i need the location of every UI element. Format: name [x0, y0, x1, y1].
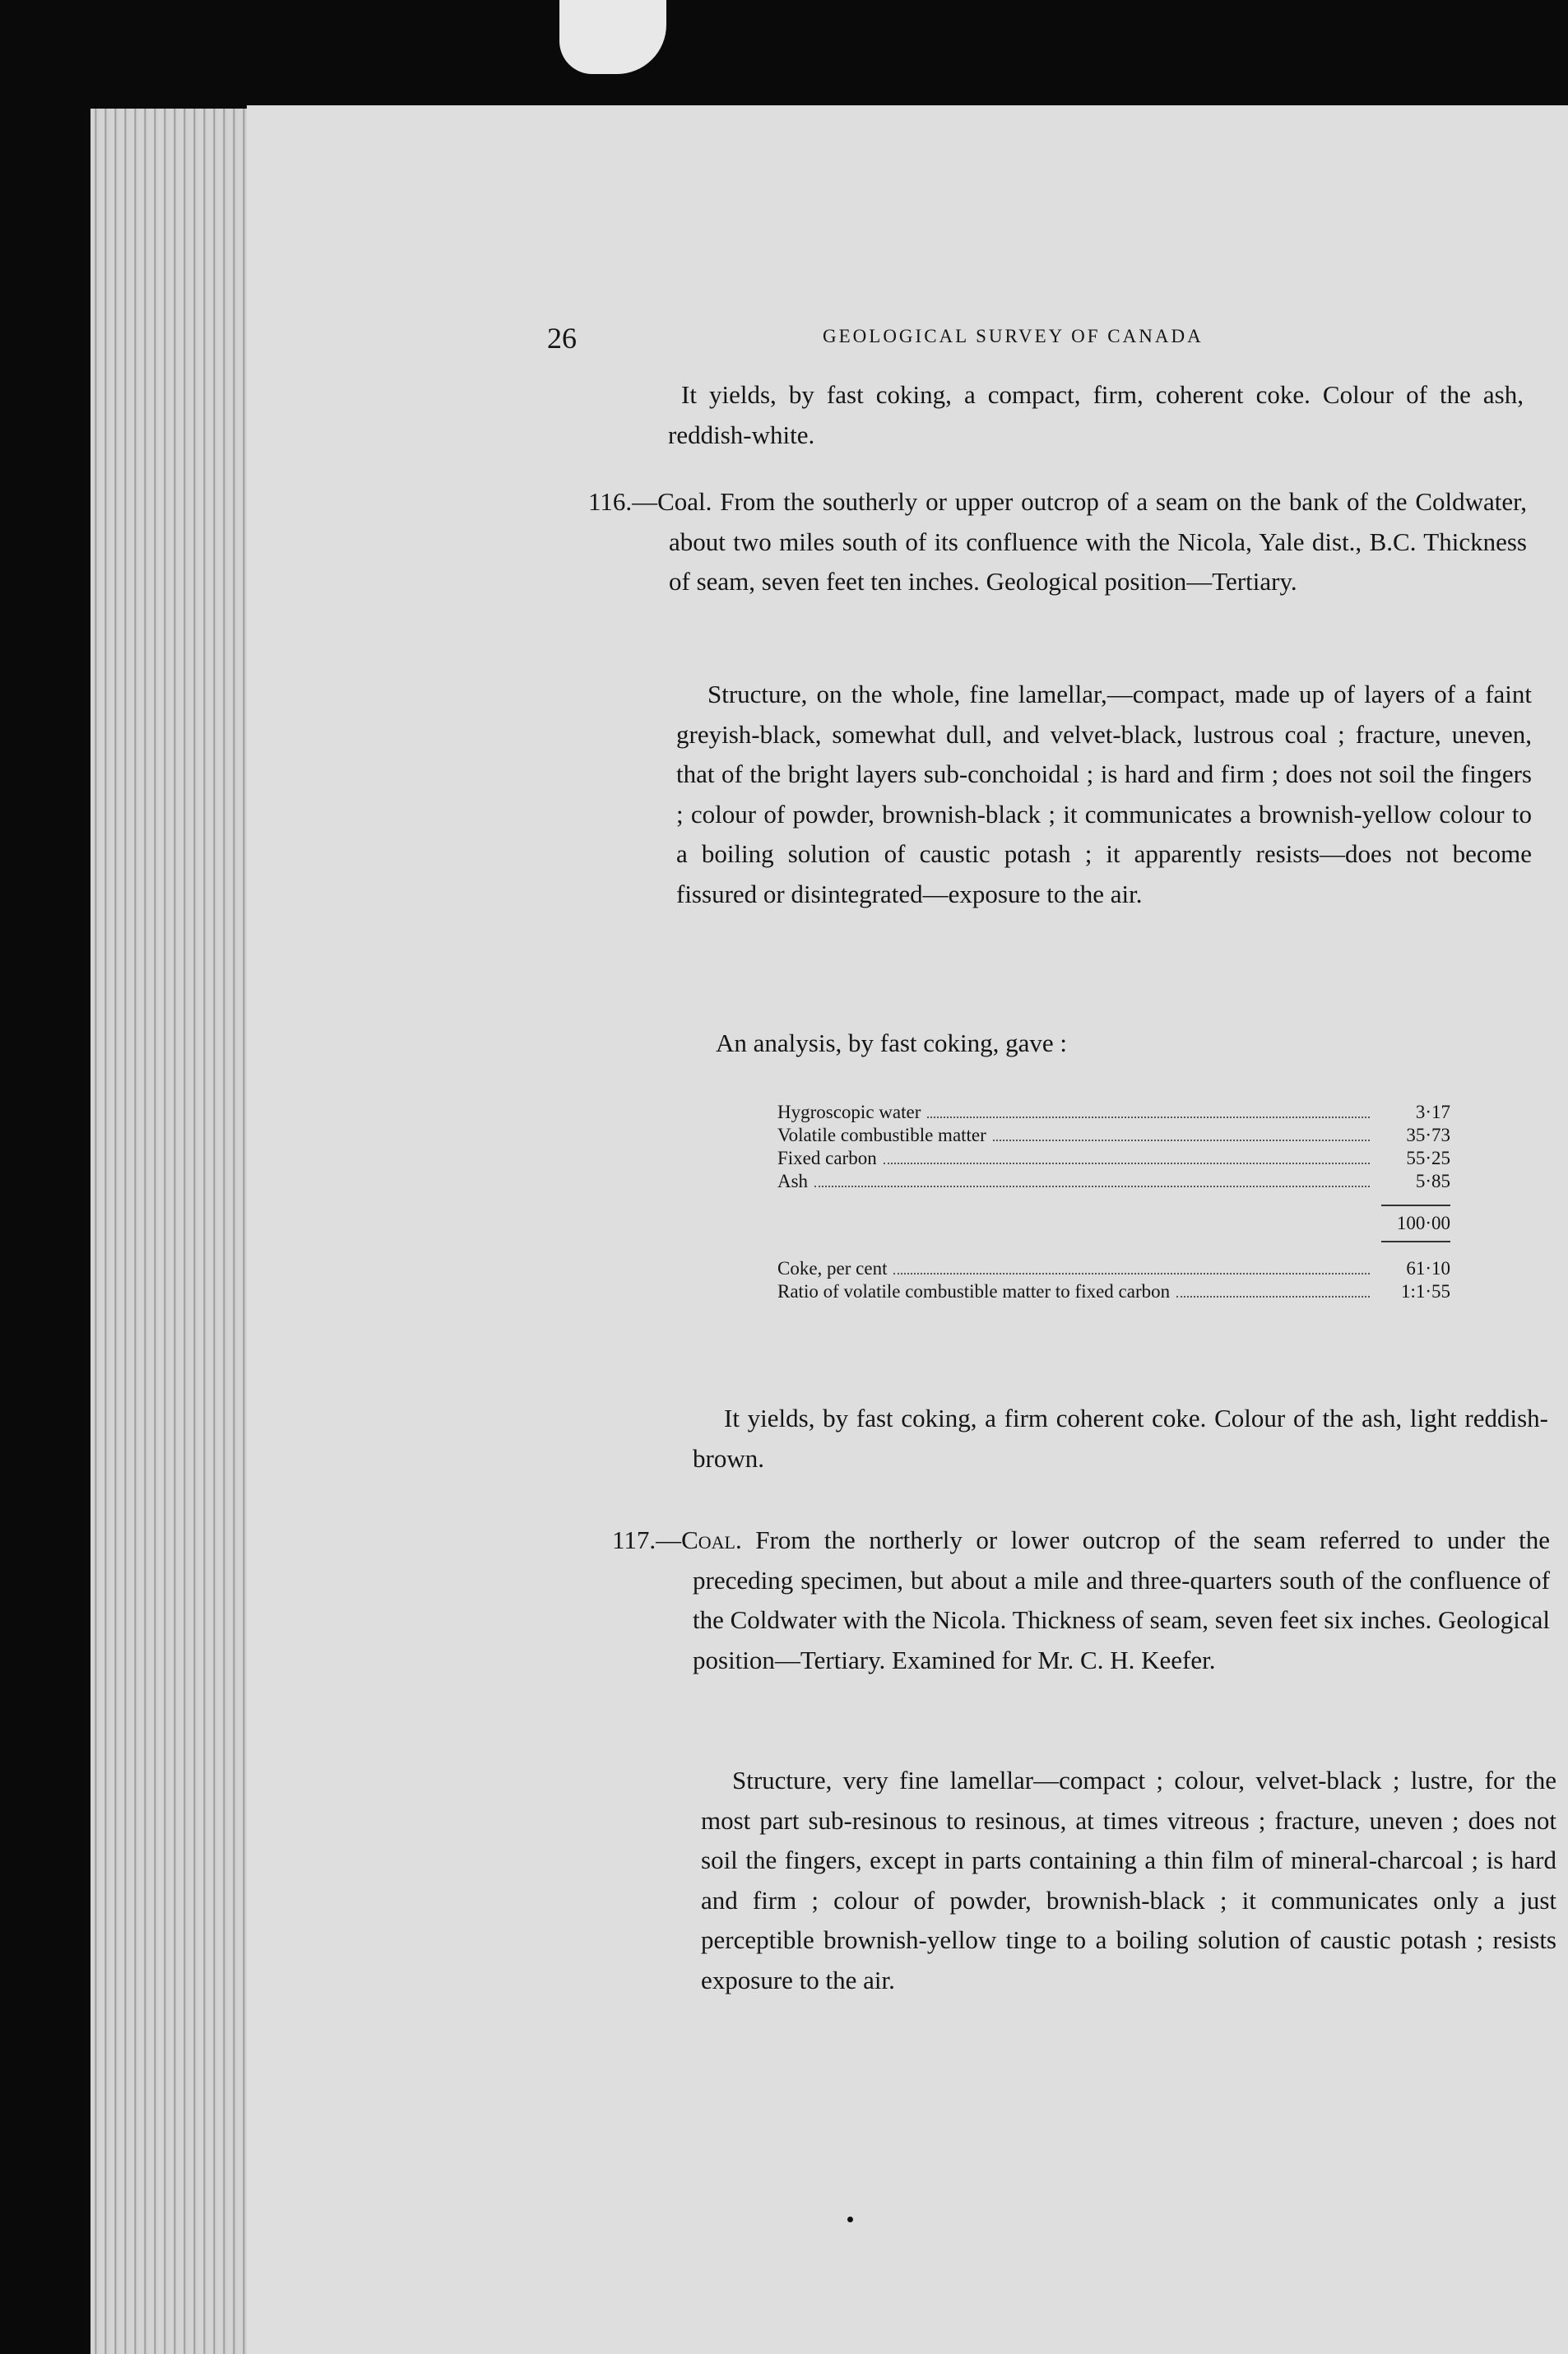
entry-117-structure: Structure, very fine lamellar—compact ; colour, velvet-black ; lustre, for the most part sub-resinous to resinous, at times vitreous ; fracture, uneven ; does not soil the fingers, except in parts containing a thin film of mineral-charcoal ; is hard and firm ; colour of powder, brownish-black ; it communicates only a just perceptible brownish-yellow tinge to a boiling solution of caustic potash ; resists exposure to the air.	[701, 1766, 1556, 1994]
analysis-label: Volatile combustible matter	[777, 1125, 986, 1145]
leader-dots	[927, 1117, 1370, 1118]
entry-116-structure: Structure, on the whole, fine lamellar,—compact, made up of layers of a faint greyish-black, somewhat dull, and velvet-black, lustrous coal ; fracture, uneven, that of the bright layers sub-conchoidal ; is hard and firm ; does not soil the fingers ; colour of powder, brownish-black ; it communicates a brownish-yellow colour to a boiling solution of caustic potash ; it apparently resists—does not become fissured or disintegrated—exposure to the air.	[676, 680, 1532, 908]
leader-dots	[884, 1163, 1370, 1164]
analysis-row	[777, 1124, 1450, 1147]
ratio-value: 1:1·55	[1400, 1281, 1450, 1302]
top-paragraph: It yields, by fast coking, a compact, firm, coherent coke. Colour of the ash, reddish-white.	[668, 380, 1524, 449]
leader-dots	[893, 1273, 1370, 1275]
entry-117-dash: —	[656, 1525, 682, 1554]
analysis-row	[777, 1147, 1450, 1170]
analysis-value: 5·85	[1415, 1171, 1450, 1191]
analysis-table	[777, 1101, 1450, 1303]
ratio-row	[777, 1280, 1450, 1303]
entry-116	[588, 482, 1527, 602]
leader-dots	[1176, 1296, 1370, 1298]
entry-117-heading: Coal.	[681, 1525, 742, 1554]
page-number: 26	[547, 322, 577, 355]
page-header	[0, 321, 1568, 362]
analysis-label: Ash	[777, 1171, 809, 1191]
leader-dots	[814, 1186, 1370, 1187]
coke-label: Coke, per cent	[777, 1258, 888, 1279]
ratio-label: Ratio of volatile combustible matter to fixed carbon	[777, 1281, 1171, 1302]
analysis-value: 3·17	[1415, 1102, 1450, 1122]
entry-117-number: 117.	[612, 1525, 656, 1554]
coke-value: 61·10	[1406, 1258, 1450, 1279]
leader-dots	[993, 1140, 1370, 1141]
entry-116-number: 116.	[588, 487, 633, 516]
analysis-label: Fixed carbon	[777, 1148, 877, 1168]
coke-note: It yields, by fast coking, a firm coherent coke. Colour of the ash, light reddish-brown.	[693, 1404, 1548, 1473]
entry-117-text: From the northerly or lower outcrop of the seam referred to under the preceding specimen, but about a mile and three-quarters south of the confluence of the Coldwater with the Nicola. Thickness of seam, seven feet six inches. Geological position—Tertiary. Examined for Mr. C. H. Keefer.	[693, 1525, 1550, 1674]
analysis-total: 100·00	[1396, 1213, 1450, 1233]
entry-117	[612, 1521, 1550, 1680]
analysis-intro: An analysis, by fast coking, gave :	[716, 1028, 1068, 1057]
spacer	[777, 1242, 1450, 1257]
analysis-row	[777, 1101, 1450, 1124]
scan-speck	[847, 2217, 853, 2222]
entry-116-heading: —Coal.	[632, 487, 712, 516]
analysis-value: 35·73	[1406, 1125, 1450, 1145]
entry-116-text: From the southerly or upper outcrop of a seam on the bank of the Coldwater, about two miles south of its confluence with the Nicola, Yale dist., B.C. Thickness of seam, seven feet ten inches. Geological position—Tertiary.	[669, 487, 1527, 596]
coke-row	[777, 1257, 1450, 1280]
ink-blot	[559, 0, 666, 74]
analysis-value: 55·25	[1406, 1148, 1450, 1168]
running-head: GEOLOGICAL SURVEY OF CANADA	[823, 326, 1204, 346]
analysis-row	[777, 1170, 1450, 1193]
analysis-label: Hygroscopic water	[777, 1102, 921, 1122]
